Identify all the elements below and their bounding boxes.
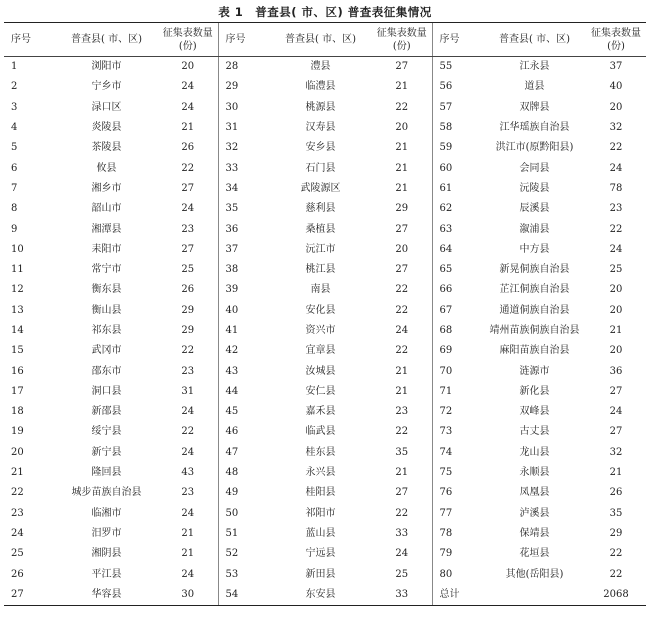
row-number: 36: [218, 219, 269, 239]
form-count: 24: [609, 243, 623, 255]
form-count: 21: [395, 385, 409, 397]
row-number: 20: [11, 446, 24, 458]
row-number: 24: [11, 527, 24, 539]
county-name: 双牌县: [519, 101, 550, 113]
row-number: 18: [11, 406, 24, 418]
county-name: 蓝山县: [305, 527, 336, 539]
row-number: 26: [11, 568, 24, 580]
table-row: [4, 301, 646, 321]
row-number: 73: [432, 422, 483, 442]
table-row: [4, 524, 646, 544]
row-number: 58: [432, 118, 483, 138]
county-name: 宁远县: [305, 548, 336, 560]
row-number: 15: [11, 345, 24, 357]
county-name: 永顺县: [519, 467, 550, 479]
county-name: 桃源县: [305, 101, 336, 113]
county-name: 道县: [524, 81, 545, 93]
county-name: 永兴县: [305, 467, 336, 479]
county-name: 宁乡市: [91, 81, 122, 93]
form-count: 30: [158, 585, 218, 606]
form-count: 29: [609, 527, 623, 539]
form-count: 21: [395, 162, 409, 174]
row-number: 4: [11, 122, 18, 134]
form-count: 24: [181, 568, 195, 580]
form-count: 22: [395, 284, 409, 296]
row-number: 69: [432, 341, 483, 361]
county-name: 其他(岳阳县): [505, 568, 564, 580]
row-number: 65: [432, 260, 483, 280]
county-name: 汨罗市: [91, 527, 122, 539]
row-number: 68: [432, 321, 483, 341]
table-row: [4, 219, 646, 239]
form-count: 21: [181, 122, 195, 134]
row-number: 79: [432, 544, 483, 564]
table-row: [4, 260, 646, 280]
row-number: 23: [11, 507, 24, 519]
form-count: 25: [395, 568, 409, 580]
row-number: 31: [218, 118, 269, 138]
form-count: 23: [181, 487, 195, 499]
form-count: 27: [609, 385, 623, 397]
row-number: 9: [11, 223, 18, 235]
header-row: [4, 23, 646, 57]
row-number: 70: [432, 361, 483, 381]
row-number: 35: [218, 199, 269, 219]
row-number: 21: [11, 467, 24, 479]
row-number: 2: [11, 81, 18, 93]
county-name: 攸县: [96, 162, 117, 174]
county-name: 嘉禾县: [305, 406, 336, 418]
form-count: 24: [181, 446, 195, 458]
county-name: 江华瑶族自治县: [499, 122, 570, 134]
form-count: 21: [609, 467, 623, 479]
county-name: 茶陵县: [91, 142, 122, 154]
table-row: [4, 483, 646, 503]
form-count: 24: [181, 101, 195, 113]
county-name: 靖州苗族侗族自治县: [489, 325, 580, 336]
form-count: 29: [395, 203, 409, 215]
form-count: 21: [395, 142, 409, 154]
form-count: 23: [181, 365, 195, 377]
county-name: 武冈市: [91, 345, 122, 357]
row-number: 43: [218, 361, 269, 381]
row-number: 11: [11, 264, 24, 276]
form-count: 25: [181, 264, 195, 276]
county-name: 沅陵县: [519, 182, 550, 194]
row-number: 39: [218, 280, 269, 300]
header-count-line2: (份): [178, 40, 197, 52]
form-count: 20: [609, 304, 623, 316]
county-name: 宜章县: [305, 345, 336, 357]
form-count: 27: [181, 243, 195, 255]
county-name: 汉寿县: [305, 122, 336, 134]
county-name: 麻阳苗族自治县: [499, 345, 570, 357]
form-count: 22: [609, 142, 623, 154]
header-no: 序号: [4, 23, 55, 57]
form-count: 21: [181, 527, 195, 539]
county-name: 韶山市: [91, 203, 122, 215]
form-count: 27: [609, 426, 623, 438]
county-name: 通道侗族自治县: [499, 304, 570, 316]
county-name: 临湘市: [91, 507, 122, 519]
row-number: 8: [11, 203, 18, 215]
row-number: 56: [432, 77, 483, 97]
county-name: 东安县: [269, 585, 372, 606]
row-number: 49: [218, 483, 269, 503]
form-count: 32: [609, 446, 623, 458]
form-count: 20: [395, 122, 409, 134]
form-count: 23: [395, 406, 409, 418]
form-count: 22: [181, 162, 195, 174]
county-name: 江永县: [519, 61, 550, 73]
table-row: [4, 118, 646, 138]
county-name: 新晃侗族自治县: [499, 264, 570, 276]
table-row: [4, 138, 646, 158]
county-name: 绥宁县: [91, 426, 122, 438]
header-count: [372, 23, 432, 57]
row-number: 33: [218, 158, 269, 178]
county-name: 祁阳市: [305, 507, 336, 519]
county-name: 桃江县: [305, 264, 336, 276]
form-count: 27: [395, 223, 409, 235]
county-name: 泸溪县: [519, 507, 550, 519]
row-number: 44: [218, 382, 269, 402]
county-name: 龙山县: [519, 446, 550, 458]
row-number: 50: [218, 504, 269, 524]
county-name: 临澧县: [305, 81, 336, 93]
county-name: 湘阴县: [91, 548, 122, 560]
header-name: 普查县( 市、区): [483, 23, 586, 57]
form-count: 20: [609, 101, 623, 113]
table-row: [4, 199, 646, 219]
county-name: 常宁市: [91, 264, 122, 276]
county-name: 洞口县: [91, 385, 122, 397]
row-number: 28: [218, 57, 269, 78]
row-number: 13: [11, 304, 24, 316]
row-number: 55: [432, 57, 483, 78]
row-number: 72: [432, 402, 483, 422]
row-number: 16: [11, 365, 24, 377]
form-count: 24: [609, 162, 623, 174]
form-count: 26: [609, 487, 623, 499]
form-count: 20: [609, 345, 623, 357]
form-count: 2068: [586, 585, 646, 606]
table-row: [4, 585, 646, 606]
county-name: 邵东市: [91, 365, 122, 377]
county-name: 中方县: [519, 243, 550, 255]
county-name: 桂东县: [305, 446, 336, 458]
form-count: 27: [181, 182, 195, 194]
row-number: 25: [11, 548, 24, 560]
county-name: 武陵源区: [300, 182, 341, 194]
row-number: 14: [11, 325, 24, 336]
table-row: [4, 422, 646, 442]
form-count: 27: [395, 264, 409, 276]
county-name: 洪江市(原黔阳县): [495, 142, 574, 154]
table-row: [4, 98, 646, 118]
form-count: 37: [609, 61, 623, 73]
row-number: 66: [432, 280, 483, 300]
form-count: 21: [609, 325, 623, 336]
form-count: 22: [395, 426, 409, 438]
form-count: 21: [395, 81, 409, 93]
form-count: 21: [395, 365, 409, 377]
county-name: 南县: [310, 284, 331, 296]
form-count: 33: [372, 585, 432, 606]
form-count: 22: [609, 223, 623, 235]
row-number: 78: [432, 524, 483, 544]
header-count-line1: 征集表数量: [376, 27, 427, 39]
form-count: 35: [609, 507, 623, 519]
county-name: 新田县: [305, 568, 336, 580]
table-row: [4, 443, 646, 463]
county-name: 澧县: [310, 61, 331, 73]
county-name: 湘乡市: [91, 182, 122, 194]
form-count: 22: [395, 507, 409, 519]
county-name: 保靖县: [519, 527, 550, 539]
form-count: 36: [609, 365, 623, 377]
form-count: 21: [395, 467, 409, 479]
county-name: 祁东县: [91, 325, 122, 336]
county-name: 炎陵县: [91, 122, 122, 134]
row-number: 30: [218, 98, 269, 118]
row-number: 32: [218, 138, 269, 158]
row-number: 53: [218, 564, 269, 584]
form-count: 22: [395, 345, 409, 357]
form-count: 35: [395, 446, 409, 458]
form-count: 26: [181, 142, 195, 154]
county-name: 衡山县: [91, 304, 122, 316]
row-number: 17: [11, 385, 24, 397]
county-name: 辰溪县: [519, 203, 550, 215]
county-name: 会同县: [519, 162, 550, 174]
county-name: 双峰县: [519, 406, 550, 418]
form-count: 24: [609, 406, 623, 418]
county-name: 耒阳市: [91, 243, 122, 255]
row-number: 64: [432, 240, 483, 260]
table-row: [4, 280, 646, 300]
row-number: 19: [11, 426, 24, 438]
county-name: [483, 585, 586, 606]
form-count: 26: [181, 284, 195, 296]
county-name: 安乡县: [305, 142, 336, 154]
table-row: [4, 402, 646, 422]
row-number: 80: [432, 564, 483, 584]
table-row: [4, 158, 646, 178]
county-name: 凤凰县: [519, 487, 550, 499]
table-row: [4, 179, 646, 199]
row-number: 6: [11, 162, 18, 174]
county-name: 华容县: [55, 585, 158, 606]
county-name: 桑植县: [305, 223, 336, 235]
header-no: 序号: [432, 23, 483, 57]
row-number: 47: [218, 443, 269, 463]
header-count: [586, 23, 646, 57]
county-name: 浏阳市: [91, 61, 122, 73]
county-name: 新邵县: [91, 406, 122, 418]
row-number: 22: [11, 487, 24, 499]
row-number: 1: [11, 61, 18, 73]
form-count: 43: [181, 467, 195, 479]
form-count: 22: [609, 548, 623, 560]
county-name: 芷江侗族自治县: [499, 284, 570, 296]
row-number: 62: [432, 199, 483, 219]
row-number: 67: [432, 301, 483, 321]
form-count: 27: [395, 487, 409, 499]
row-number: 59: [432, 138, 483, 158]
form-count: 24: [181, 203, 195, 215]
form-count: 24: [181, 406, 195, 418]
survey-table: [4, 23, 646, 606]
county-name: 平江县: [91, 568, 122, 580]
table-row: [4, 57, 646, 78]
county-name: 石门县: [305, 162, 336, 174]
form-count: 32: [609, 122, 623, 134]
form-count: 25: [609, 264, 623, 276]
form-count: 78: [609, 182, 623, 194]
county-name: 渌口区: [91, 101, 122, 113]
row-number: 63: [432, 219, 483, 239]
row-number: 77: [432, 504, 483, 524]
row-number: 38: [218, 260, 269, 280]
row-number: 10: [11, 243, 24, 255]
county-name: 花垣县: [519, 548, 550, 560]
form-count: 24: [395, 548, 409, 560]
table-row: [4, 463, 646, 483]
form-count: 22: [395, 101, 409, 113]
form-count: 20: [181, 61, 195, 73]
table-row: [4, 321, 646, 341]
row-number: 34: [218, 179, 269, 199]
form-count: 21: [395, 182, 409, 194]
row-number: 总计: [432, 585, 483, 606]
table-title: 表 1 普查县( 市、区) 普查表征集情况: [218, 5, 432, 19]
county-name: 新化县: [519, 385, 550, 397]
form-count: 22: [609, 568, 623, 580]
table-body: [4, 57, 646, 606]
form-count: 24: [395, 325, 409, 336]
row-number: 57: [432, 98, 483, 118]
form-count: 22: [181, 426, 195, 438]
row-number: 74: [432, 443, 483, 463]
header-name: 普查县( 市、区): [269, 23, 372, 57]
header-count: [158, 23, 218, 57]
row-number: 45: [218, 402, 269, 422]
row-number: 42: [218, 341, 269, 361]
form-count: 24: [181, 81, 195, 93]
row-number: 41: [218, 321, 269, 341]
form-count: 29: [181, 304, 195, 316]
form-count: 23: [181, 223, 195, 235]
row-number: 27: [4, 585, 55, 606]
row-number: 12: [11, 284, 24, 296]
header-count-line1: 征集表数量: [591, 27, 641, 39]
row-number: 3: [11, 101, 18, 113]
row-number: 40: [218, 301, 269, 321]
row-number: 76: [432, 483, 483, 503]
row-number: 29: [218, 77, 269, 97]
county-name: 沅江市: [305, 243, 336, 255]
table-row: [4, 544, 646, 564]
header-count-line1: 征集表数量: [162, 27, 213, 39]
county-name: 桂阳县: [305, 487, 336, 499]
form-count: 21: [181, 548, 195, 560]
row-number: 75: [432, 463, 483, 483]
form-count: 27: [395, 61, 409, 73]
form-count: 31: [181, 385, 195, 397]
row-number: 51: [218, 524, 269, 544]
county-name: 汝城县: [305, 365, 336, 377]
county-name: 安仁县: [305, 385, 336, 397]
form-count: 29: [181, 325, 195, 336]
county-name: 涟源市: [519, 365, 550, 377]
row-number: 60: [432, 158, 483, 178]
table-row: [4, 341, 646, 361]
table-row: [4, 504, 646, 524]
county-name: 隆回县: [91, 467, 122, 479]
form-count: 24: [181, 507, 195, 519]
county-name: 湘潭县: [91, 223, 122, 235]
row-number: 52: [218, 544, 269, 564]
row-number: 5: [11, 142, 18, 154]
header-name: 普查县( 市、区): [55, 23, 158, 57]
table-row: [4, 77, 646, 97]
row-number: 37: [218, 240, 269, 260]
form-count: 22: [395, 304, 409, 316]
county-name: 古丈县: [519, 426, 550, 438]
county-name: 临武县: [305, 426, 336, 438]
header-count-line2: (份): [607, 40, 625, 52]
row-number: 61: [432, 179, 483, 199]
form-count: 20: [395, 243, 409, 255]
header-count-line2: (份): [392, 40, 411, 52]
row-number: 54: [218, 585, 269, 606]
county-name: 资兴市: [305, 325, 336, 336]
county-name: 溆浦县: [519, 223, 550, 235]
row-number: 71: [432, 382, 483, 402]
table-row: [4, 240, 646, 260]
table-row: [4, 382, 646, 402]
table-row: [4, 564, 646, 584]
table-row: [4, 361, 646, 381]
form-count: 40: [609, 81, 623, 93]
row-number: 48: [218, 463, 269, 483]
county-name: 慈利县: [305, 203, 336, 215]
header-no: 序号: [218, 23, 269, 57]
county-name: 城步苗族自治县: [71, 487, 142, 499]
county-name: 衡东县: [91, 284, 122, 296]
row-number: 7: [11, 182, 18, 194]
county-name: 新宁县: [91, 446, 122, 458]
county-name: 安化县: [305, 304, 336, 316]
form-count: 20: [609, 284, 623, 296]
form-count: 23: [609, 203, 623, 215]
row-number: 46: [218, 422, 269, 442]
form-count: 22: [181, 345, 195, 357]
form-count: 33: [395, 527, 409, 539]
